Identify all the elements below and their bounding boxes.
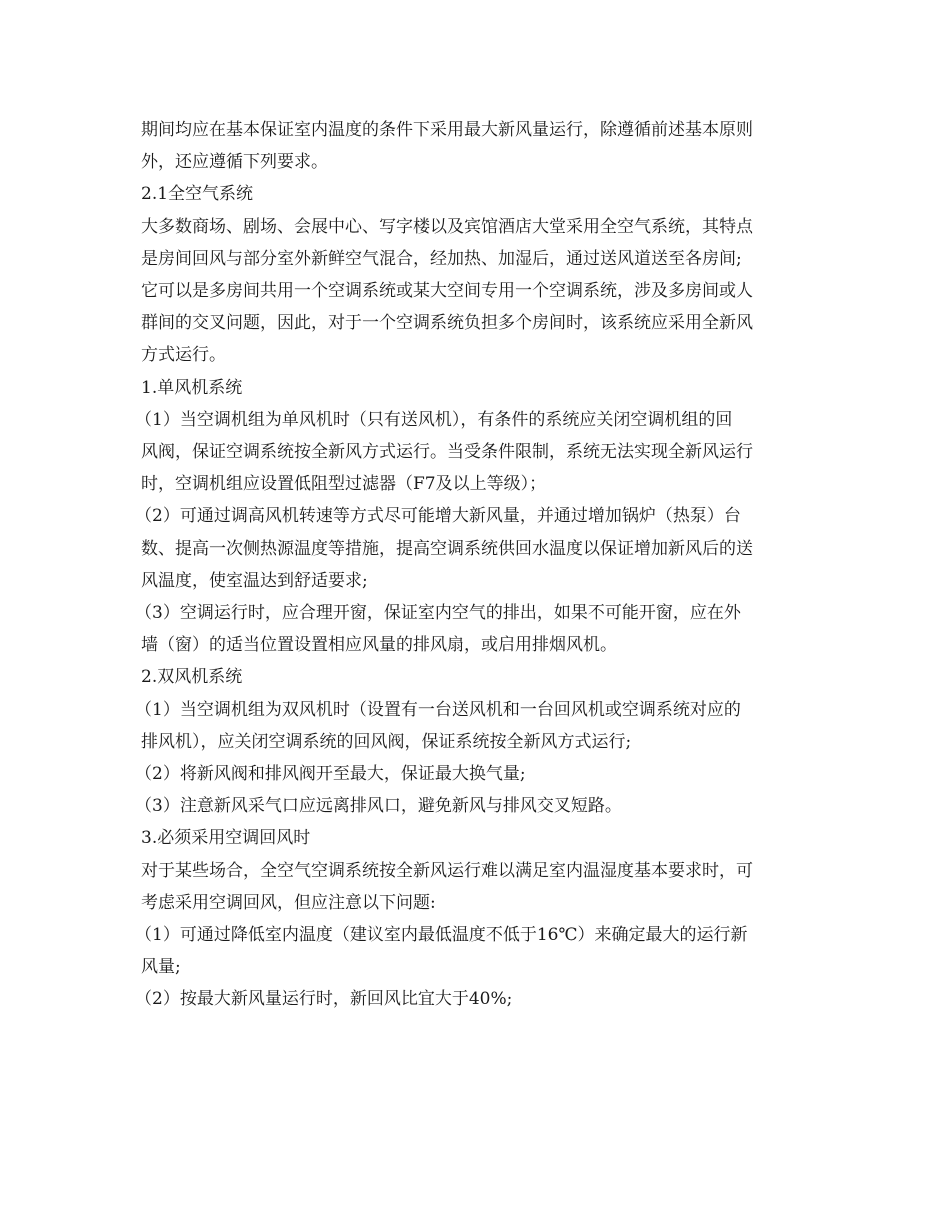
body-text-line: 期间均应在基本保证室内温度的条件下采用最大新风量运行，除遵循前述基本原则 — [141, 120, 753, 140]
section-heading: 2.1全空气系统 — [141, 184, 254, 205]
list-item-line: （3）空调运行时，应合理开窗，保证室内空气的排出，如果不可能开窗，应在外 — [135, 603, 741, 624]
body-text-line: 群间的交叉问题，因此，对于一个空调系统负担多个房间时，该系统应采用全新风 — [141, 313, 753, 334]
body-text-line: 时，空调机组应设置低阻型过滤器（F7及以上等级）； — [141, 474, 547, 495]
body-text-line: 风量; — [141, 957, 181, 978]
list-item-line: （2）将新风阀和排风阀开至最大，保证最大换气量; — [135, 764, 526, 785]
list-item-line: （1）当空调机组为单风机时（只有送风机），有条件的系统应关闭空调机组的回 — [135, 409, 733, 430]
body-text-line: 数、提高一次侧热源温度等措施，提高空调系统供回水温度以保证增加新风后的送 — [141, 538, 753, 559]
subsection-heading: 1.单风机系统 — [141, 377, 243, 398]
body-text-line: 排风机），应关闭空调系统的回风阀，保证系统按全新风方式运行; — [141, 731, 632, 752]
body-text-line: 方式运行。 — [141, 345, 226, 366]
body-text-line: 它可以是多房间共用一个空调系统或某大空间专用一个空调系统，涉及多房间或人 — [141, 281, 753, 302]
document-body — [135, 114, 813, 1016]
body-text-line: 考虑采用空调回风，但应注意以下问题: — [141, 892, 436, 913]
body-text-line: 墙（窗）的适当位置设置相应风量的排风扇，或启用排烟风机。 — [141, 635, 617, 656]
body-text-line: 大多数商场、剧场、会展中心、写字楼以及宾馆酒店大堂采用全空气系统，其特点 — [141, 216, 753, 237]
subsection-heading: 3.必须采用空调回风时 — [141, 828, 311, 849]
body-text-line: 对于某些场合，全空气空调系统按全新风运行难以满足室内温湿度基本要求时，可 — [141, 860, 753, 881]
list-item-line: （1）可通过降低室内温度（建议室内最低温度不低于16℃）来确定最大的运行新 — [135, 925, 748, 946]
list-item-line: （1）当空调机组为双风机时（设置有一台送风机和一台回风机或空调系统对应的 — [135, 699, 741, 720]
list-item-line: （3）注意新风采气口应远离排风口，避免新风与排风交叉短路。 — [135, 796, 622, 817]
body-text-line: 风温度，使室温达到舒适要求; — [141, 570, 368, 591]
body-text-line: 风阀，保证空调系统按全新风方式运行。当受条件限制，系统无法实现全新风运行 — [141, 442, 753, 463]
subsection-heading: 2.双风机系统 — [141, 667, 243, 688]
list-item-line: （2）按最大新风量运行时，新回风比宜大于40%; — [135, 989, 513, 1010]
list-item-line: （2）可通过调高风机转速等方式尽可能增大新风量，并通过增加锅炉（热泵）台 — [135, 506, 741, 527]
body-text-line: 外，还应遵循下列要求。 — [141, 152, 328, 173]
body-text-line: 是房间回风与部分室外新鲜空气混合，经加热、加湿后，通过送风道送至各房间; — [141, 248, 742, 269]
